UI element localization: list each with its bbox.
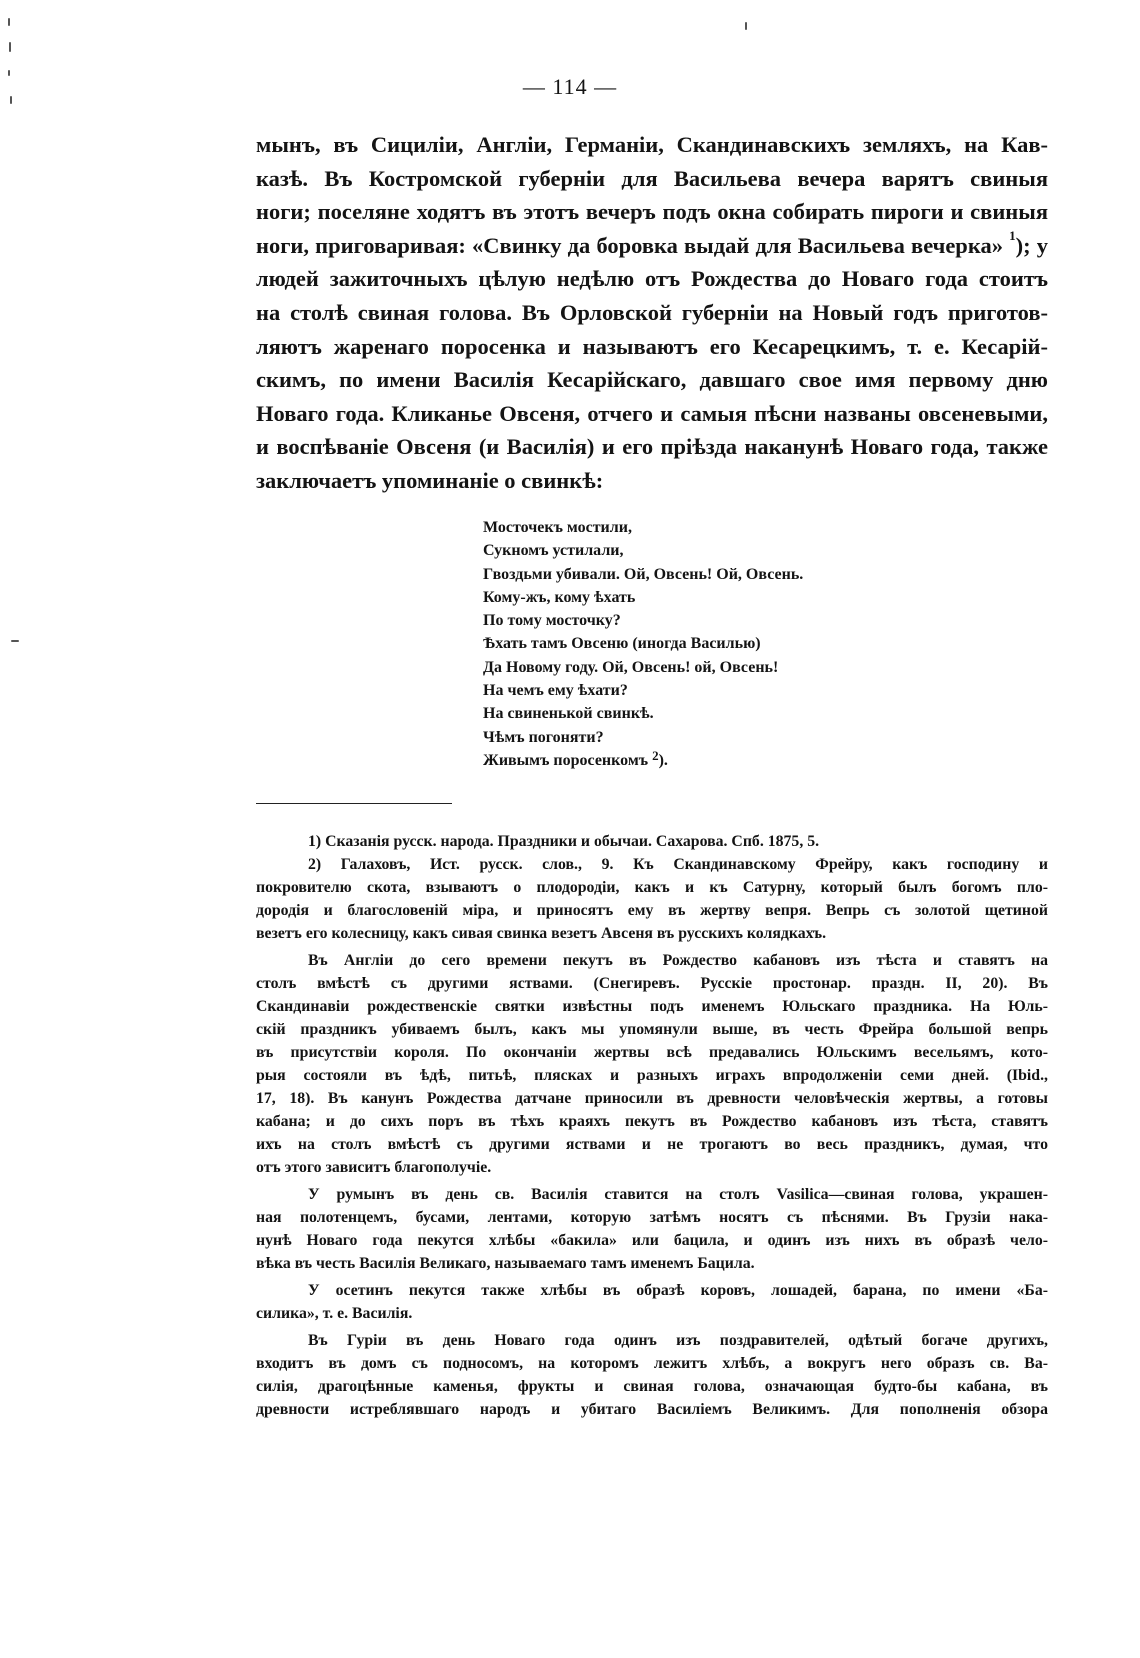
poem-line: На чемъ ему ѣхати?: [483, 682, 628, 700]
footnote-2-line: дородія и благословеній міра, и приносятъ ему въ жертву вепря. Вепрь съ золотой щетиной: [256, 902, 1048, 919]
text-line: скимъ, по имени Василія Кесарійскаго, давшаго свое имя первому дню: [256, 367, 1048, 393]
footnote-line: въ присутствіи короля. По окончаніи жертвы всѣ предавались Юльскимъ весельямъ, кото-: [256, 1044, 1048, 1061]
poem-line: Кому-жъ, кому ѣхать: [483, 588, 636, 606]
footnote-divider: [256, 803, 452, 804]
footnote-2-line: 2) Галаховъ, Ист. русск. слов., 9. Къ Скандинавскому Фрейру, какъ господину и: [308, 856, 1048, 873]
text-segment: ).: [658, 751, 668, 769]
poem-line-with-footnote: [483, 749, 803, 772]
footnote-line: 17, 18). Въ канунъ Рождества датчане приносили въ древности человѣческія жертвы, а готовы: [256, 1090, 1048, 1107]
footnote-line: нунѣ Новаго года пекутся хлѣбы «бакила» или бацила, и одинъ изъ нихъ въ образѣ чело-: [256, 1232, 1048, 1249]
footnote-line: У осетинъ пекутся также хлѣбы въ образѣ коровъ, лошадей, барана, по имени «Ба-: [308, 1282, 1048, 1299]
text-line: людей зажиточныхъ цѣлую недѣлю отъ Рождества до Новаго года стоитъ: [256, 266, 1048, 292]
text-segment: ); у: [1015, 232, 1048, 258]
footnote-line: У румынъ въ день св. Василія ставится на столъ Vasilica—свиная голова, украшен-: [308, 1186, 1048, 1203]
poem-line: На свиненькой свинкѣ.: [483, 705, 654, 723]
page-number: — 114 —: [522, 74, 618, 99]
footnote-paragraph-guria: [256, 1329, 1048, 1421]
scan-speck: [9, 42, 11, 52]
footnote-line: входитъ въ домъ съ подносомъ, на которомъ лежитъ хлѣбъ, а вокругъ него образъ св. Ва-: [256, 1355, 1048, 1372]
footnote-line: ихъ на столъ вмѣстѣ съ другими яствами и не трогаютъ во весь праздникъ, думая, что: [256, 1136, 1048, 1153]
text-line-with-footnote: [256, 229, 1048, 263]
footnote-2-line: везетъ его колесницу, какъ сивая свинка везетъ Авсеня въ русскихъ колядкахъ.: [256, 925, 827, 942]
text-line: Новаго года. Кликанье Овсеня, отчего и самыя пѣсни названы овсеневыми,: [256, 400, 1048, 426]
footnote-line: древности истреблявшаго народъ и убитаго Василіемъ Великимъ. Для пополненія обзора: [256, 1401, 1048, 1418]
footnotes: [256, 830, 1048, 1421]
poem-line: Ѣхать тамъ Овсеню (иногда Василью): [483, 635, 761, 653]
footnote-line: силика», т. е. Василія.: [256, 1305, 413, 1322]
poem-line: Мосточекъ мостили,: [483, 519, 632, 536]
footnote-line: силія, драгоцѣнные каменья, фрукты и свиная голова, означающая будто-бы кабана, въ: [256, 1378, 1048, 1395]
text-line: и воспѣваніе Овсеня (и Василія) и его пріѣзда наканунѣ Новаго года, также: [256, 434, 1048, 460]
poem-line: Гвоздьми убивали. Ой, Овсень! Ой, Овсень.: [483, 565, 804, 583]
text-line: мынъ, въ Сициліи, Англіи, Германіи, Скандинавскихъ земляхъ, на Кав-: [256, 132, 1048, 157]
text-line: ноги; поселяне ходятъ въ этотъ вечеръ подъ окна собирать пироги и свиныя: [256, 199, 1048, 225]
footnote-line: Въ Гуріи въ день Новаго года одинъ изъ поздравителей, одѣтый богаче другихъ,: [308, 1332, 1048, 1349]
footnote-line: Скандинавіи рождественскіе святки извѣстны подъ именемъ Юльскаго праздника. На Юль-: [256, 998, 1048, 1015]
scan-speck: [8, 18, 10, 26]
text-line: заключаетъ упоминаніе о свинкѣ:: [256, 467, 604, 493]
text-line: на столѣ свиная голова. Въ Орловской губерніи на Новый годъ приготов-: [256, 299, 1048, 325]
text-line: ляютъ жаренаго поросенка и называютъ его Кесарецкимъ, т. е. Кесарій-: [256, 333, 1048, 359]
poem-line: Да Новому году. Ой, Овсень! ой, Овсень!: [483, 658, 779, 676]
scan-speck: [745, 22, 747, 30]
main-text: [256, 128, 1048, 498]
footnote-line: кабана; и до сихъ поръ въ тѣхъ краяхъ пекутъ въ Рождество кабановъ изъ тѣста, ставятъ: [256, 1113, 1048, 1130]
poem-line: Чѣмъ погоняти?: [483, 728, 604, 746]
poem-line: По тому мосточку?: [483, 612, 621, 630]
footnote-ref-1: 1: [1009, 227, 1016, 243]
footnote-ref-2: 2: [652, 747, 659, 763]
footnote-paragraph-ossetians: [256, 1279, 1048, 1325]
footnote-1: 1) Сказанія русск. народа. Праздники и обычаи. Сахарова. Спб. 1875, 5.: [308, 833, 820, 850]
text-segment: ноги, приговаривая: «Свинку да боровка выдай для Васильева вечерка»: [256, 232, 1003, 258]
poem-line: Сукномъ устилали,: [483, 542, 624, 560]
footnote-line: скій праздникъ убиваемъ былъ, какъ мы упомянули выше, въ честь Фрейра большой вепрь: [256, 1021, 1048, 1038]
footnote-paragraph-england: [256, 949, 1048, 1179]
footnote-line: вѣка въ честь Василія Великаго, называемаго тамъ именемъ Бацила.: [256, 1255, 755, 1272]
poem: [483, 516, 803, 772]
footnote-line: ная полотенцемъ, бусами, лентами, которую затѣмъ носятъ съ пѣснями. Въ Грузіи нака-: [256, 1209, 1048, 1226]
footnote-line: рыя состояли въ ѣдѣ, питьѣ, плясках и разныхъ играхъ впродолженіи семи дней. (Ibid.,: [256, 1067, 1048, 1084]
text-line: казѣ. Въ Костромской губерніи для Васильева вечера варятъ свиныя: [256, 165, 1048, 191]
scan-speck: [11, 640, 19, 642]
footnote-line: Въ Англіи до сего времени пекутъ въ Рождество кабановъ изъ тѣста и ставятъ на: [308, 952, 1048, 969]
footnote-line: столъ вмѣстѣ съ другими яствами. (Снегиревъ. Русскіе простонар. праздн. II, 20). Въ: [256, 975, 1048, 992]
text-segment: Живымъ поросенкомъ: [483, 751, 649, 769]
footnote-line: отъ этого зависитъ благополучіе.: [256, 1159, 492, 1176]
footnote-2-line: покровителю скота, взываютъ о плодородіи, какъ и къ Сатурну, который былъ богомъ пло-: [256, 879, 1048, 896]
footnote-paragraph-romanians: [256, 1183, 1048, 1275]
